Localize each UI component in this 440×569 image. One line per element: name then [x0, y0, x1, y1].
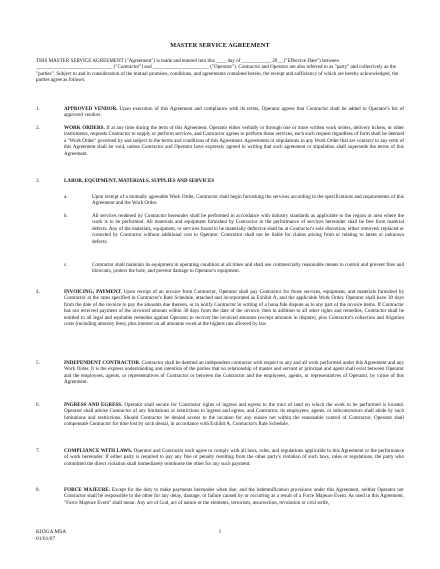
- section-number: 4.: [36, 289, 40, 295]
- subsection-letter: b.: [64, 213, 68, 219]
- section-heading: INVOICING; PAYMENT.: [64, 289, 122, 295]
- section-text: Except for the duty to make payments hereunder when due, and the indemnification provisions under this Agreement, neither Operator nor Contractor shall be responsible to the other for any delay, damage, or failure caused by or occurring as a result of a Force Majeure Event. As used in this Agreement, "Force Majeure Event" shall mean: Any act of God, act of nature or the elements, terrorism, insurrection, revolution or civil strife,: [64, 487, 404, 506]
- section-number: 5.: [36, 360, 40, 366]
- intro-paragraph: THIS MASTER SERVICE AGREEMENT ("Agreement") is made and entered into this ____ day of ___________, 20__ ("Effective Date") between ______________________________ ("Contractor") and ______________________ ("Operator"). Contractor and Operator are also referred to as "party" and collectively as the "parties". Subject to and in consideration of the mutual promises, conditions, and agreements contained herein, the receipt and sufficiency of which are hereby acknowledged, the parties agree as follows:: [36, 58, 399, 84]
- section-2: [36, 125, 404, 157]
- section-1: [36, 106, 404, 119]
- section-text: If at any time during the term of this Agreement, Operator either verbally or through one or more written work orders, delivery tickets, or other instruments, requests Contractor to supply or perform services, and Contractor agrees to perform those services, each such request regardless of form shall be deemed a "Work Order" governed by and subject to the terms and conditions of this Agreement. Agreements or stipulations in any Work Order that are contrary to any term of this Agreement shall be void, unless Contractor and Operator have expressly agreed in writing that such agreement or stipulation shall supersede the terms of this Agreement.: [64, 125, 404, 157]
- footer-date: 01/01/07: [36, 535, 56, 542]
- footer-company: KIOGA MSA: [36, 529, 67, 535]
- subsection-text: All services rendered by Contractor hereunder shall be performed in accordance with industry standards as applicable to the region or area where the work is to be performed. All materials and equipment furnished by Contractor in the performance of services hereunder shall be free from material defects. Any of the materials, equipment, or services found to be materially defective shall be at Contractor's sole discretion, either removed, replaced or corrected by Contractor without additional cost to Operator. Contractor shall not be liable for claims arising from or relating to latent or unknown defects.: [92, 213, 404, 245]
- section-3: [36, 178, 404, 184]
- section-heading: COMPLIANCE WITH LAWS.: [64, 448, 133, 454]
- subsection-b: [64, 213, 404, 245]
- section-text: Operator shall secure for Contractor rights of ingress and egress to the tract of land on which the work to be performed is located. Operator shall advise Contractor of any limitations or restrictions to ingress and egress, and Contractor, its employees, agents, or subcontractors shall abide by such limitations and restrictions. Should Contractor be denied access to the location for any reason not within the reasonable control of Contractor, Operator shall compensate Contractor for time lost by such denial, in accordance with Exhibit A, Contractor's Rate Schedule.: [64, 402, 404, 428]
- section-7: [36, 448, 404, 467]
- section-heading: WORK ORDERS.: [64, 125, 105, 131]
- section-number: 6.: [36, 402, 40, 408]
- section-text: Operator and Contractor each agree to comply with all laws, rules, and regulations applicable to this Agreement or the performance of work hereunder. If either party is required to pay any fine or penalty resulting from the other party's violation of such laws, rules or regulations, the party who committed the direct violation shall immediately reimburse the other for any such payment.: [64, 448, 404, 467]
- section-heading: LABOR, EQUIPMENT, MATERIALS, SUPPLIES AND SERVICES: [64, 178, 215, 184]
- section-8: [36, 487, 404, 506]
- subsection-text: Upon receipt of a mutually agreeable Work Order, Contractor shall begin furnishing the services according to the specifications and requirements of this Agreement and the Work Order.: [92, 194, 404, 207]
- section-4: [36, 289, 404, 327]
- subsection-text: Contractor shall maintain its equipment in operating condition at all times and shall use commercially reasonable means to control and prevent fires and blowouts, protect the hole, and prevent damage to Operator's equipment.: [92, 262, 404, 275]
- section-heading: INDEPENDENT CONTRACTOR.: [64, 360, 141, 366]
- subsection-letter: a.: [64, 194, 68, 200]
- section-number: 7.: [36, 448, 40, 454]
- section-5: [36, 360, 404, 386]
- subsection-a: [64, 194, 404, 207]
- subsection-c: [64, 262, 404, 275]
- section-heading: APPROVED VENDOR.: [64, 106, 118, 112]
- section-text: Contractor shall be deemed an independent contractor with respect to any and all work performed under this Agreement and any Work Order. It is the express understanding and intention of the parties that no relationship of master and servant or principal and agent shall exist between Operator and the employees, agents, or representatives of Contractor or between the Contractor and the employees, agents, or representatives of Operator, by virtue of this Agreement.: [64, 360, 404, 386]
- section-number: 8.: [36, 487, 40, 493]
- section-heading: FORCE MAJEURE.: [64, 487, 111, 493]
- section-text: Upon receipt of an invoice from Contractor, Operator shall pay Contractor for those services, equipment, and materials furnished by Contractor at the rates specified in Contractor's Rate Schedule, attached and incorporated as Exhibit A, and the applicable Work Order. Operator shall have 30 days from the date of the invoice to pay the amounts due thereon, or to notify Contractor in writing of a bona fide dispute as to any part of the invoice items. If Contractor has not received payment of the invoiced amount within 30 days from the date of the invoice, then in addition to all other rights and remedies, Contractor shall be entitled to all legal and equitable remedies against Operator to recover the invoiced amounts (except amounts in dispute), plus Contractor's collection and litigation costs (including attorney fees), plus interest on all amounts owed at the highest rate allowed by law.: [64, 289, 404, 328]
- document-title: MASTER SERVICE AGREEMENT: [170, 42, 270, 49]
- section-text: Upon execution of this Agreement and compliance with its terms, Operator agrees that Contractor shall be added to Operator's list of approved vendors.: [64, 106, 404, 119]
- section-number: 2.: [36, 125, 40, 131]
- section-number: 3.: [36, 178, 40, 184]
- page-number: 1: [218, 529, 222, 535]
- section-6: [36, 402, 404, 428]
- subsection-letter: c.: [64, 262, 68, 268]
- section-number: 1.: [36, 106, 40, 112]
- section-heading: INGRESS AND EGRESS.: [64, 402, 123, 408]
